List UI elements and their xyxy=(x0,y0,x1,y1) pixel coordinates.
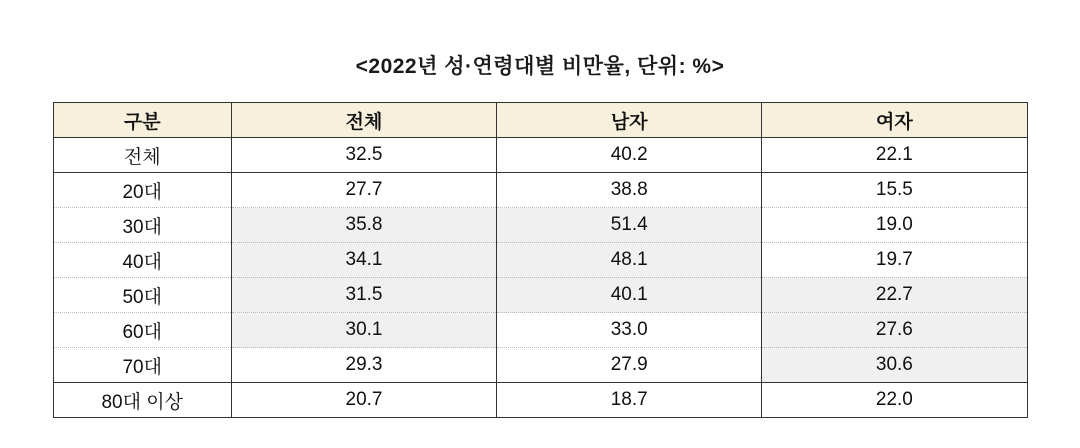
row-label-cell: 50대 xyxy=(53,278,231,313)
value-cell: 34.1 xyxy=(231,243,496,278)
value-cell: 20.7 xyxy=(231,383,496,418)
column-header-total: 전체 xyxy=(231,103,496,138)
row-label-cell: 30대 xyxy=(53,208,231,243)
row-label-cell: 80대 이상 xyxy=(53,383,231,418)
row-label-cell: 40대 xyxy=(53,243,231,278)
value-cell: 33.0 xyxy=(497,313,762,348)
table-body xyxy=(53,138,1027,418)
value-cell: 18.7 xyxy=(497,383,762,418)
column-header-male: 남자 xyxy=(497,103,762,138)
table-row xyxy=(53,313,1027,348)
value-cell: 19.0 xyxy=(762,208,1027,243)
row-label-cell: 20대 xyxy=(53,173,231,208)
value-cell: 30.1 xyxy=(231,313,496,348)
value-cell: 30.6 xyxy=(762,348,1027,383)
table-row xyxy=(53,348,1027,383)
value-cell: 51.4 xyxy=(497,208,762,243)
value-cell: 15.5 xyxy=(762,173,1027,208)
value-cell: 27.7 xyxy=(231,173,496,208)
value-cell: 22.0 xyxy=(762,383,1027,418)
table-header xyxy=(53,103,1027,138)
value-cell: 32.5 xyxy=(231,138,496,173)
table-row xyxy=(53,173,1027,208)
table-row xyxy=(53,383,1027,418)
table-row xyxy=(53,278,1027,313)
value-cell: 27.9 xyxy=(497,348,762,383)
table-row xyxy=(53,208,1027,243)
value-cell: 22.7 xyxy=(762,278,1027,313)
value-cell: 40.1 xyxy=(497,278,762,313)
value-cell: 38.8 xyxy=(497,173,762,208)
value-cell: 48.1 xyxy=(497,243,762,278)
value-cell: 40.2 xyxy=(497,138,762,173)
obesity-rate-table xyxy=(53,102,1028,418)
row-label-cell: 70대 xyxy=(53,348,231,383)
value-cell: 19.7 xyxy=(762,243,1027,278)
value-cell: 31.5 xyxy=(231,278,496,313)
row-label-cell: 전체 xyxy=(53,138,231,173)
column-header-female: 여자 xyxy=(762,103,1027,138)
table-row xyxy=(53,243,1027,278)
header-row xyxy=(53,103,1027,138)
page-title: <2022년 성·연령대별 비만율, 단위: %> xyxy=(355,55,725,78)
table-row xyxy=(53,138,1027,173)
value-cell: 22.1 xyxy=(762,138,1027,173)
value-cell: 29.3 xyxy=(231,348,496,383)
row-label-cell: 60대 xyxy=(53,313,231,348)
column-header-category: 구분 xyxy=(53,103,231,138)
value-cell: 35.8 xyxy=(231,208,496,243)
table-container xyxy=(53,102,1028,418)
value-cell: 27.6 xyxy=(762,313,1027,348)
